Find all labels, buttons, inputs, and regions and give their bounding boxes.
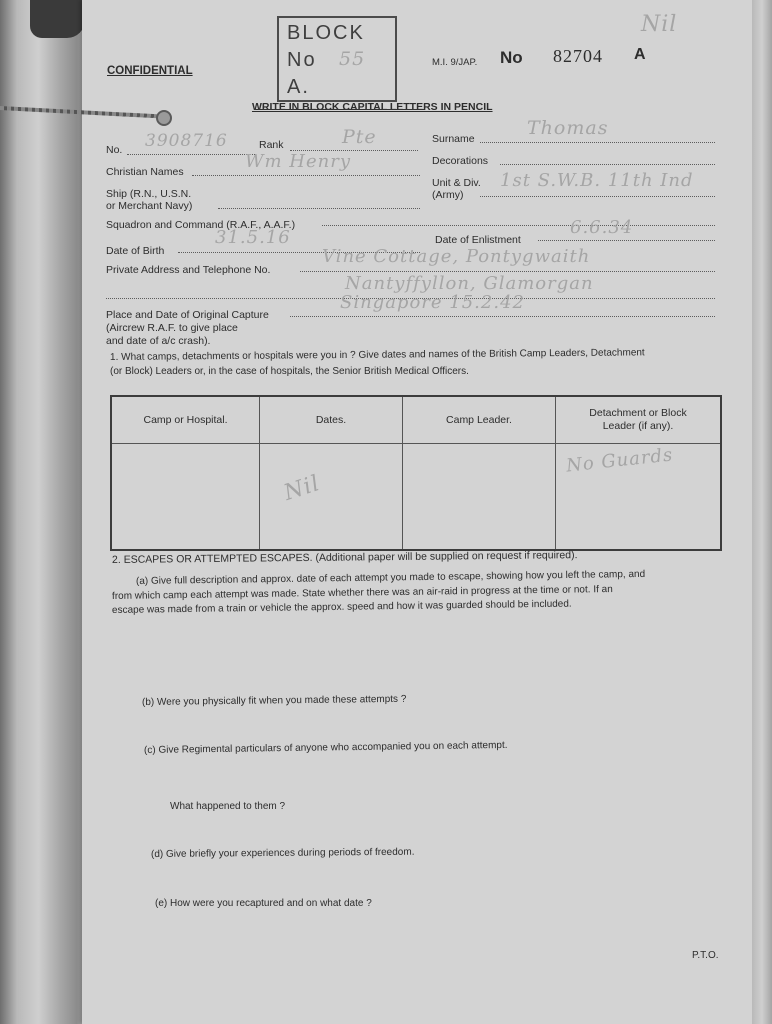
enlistment-line [538,240,715,241]
decorations-label: Decorations [432,155,489,167]
stamp-line2: No [287,49,317,71]
q2d-text: (d) Give briefly your experiences during periods of freedom. [150,846,415,860]
serial-number: 82704 [553,46,603,66]
unit-line [480,196,715,197]
page-edge [752,0,772,1024]
unit-label-2: (Army) [432,189,464,201]
no-line [127,154,255,155]
grommet-icon [156,110,172,126]
cell-camp-leader [403,444,556,551]
no-label: No. [106,144,123,156]
q2a-line1: (a) Give full description and approx. date of each attempt you made to escape, showing how you left the camp, and [135,568,646,587]
address-line-1 [300,271,715,272]
serial-suffix: A [634,46,646,63]
enlistment-label: Date of Enlistment [435,234,521,246]
cell-camp [111,444,260,551]
capture-label-1: Place and Date of Original Capture [106,309,269,321]
strike-line [254,109,424,110]
capture-label-2: (Aircrew R.A.F. to give place [106,322,238,334]
rank-value: Pte [342,126,377,148]
surname-line [480,142,715,143]
address-label: Private Address and Telephone No. [106,264,271,276]
dob-label: Date of Birth [106,245,165,257]
reference-code: M.I. 9/JAP. [432,57,478,68]
stamp-line1: BLOCK [287,22,365,44]
q2-heading: 2. ESCAPES OR ATTEMPTED ESCAPES. (Additional paper will be supplied on request if required). [111,549,578,566]
squadron-line [322,225,715,226]
stamp-line3: A. [287,76,310,98]
address-value-2: Nantyffyllon, Glamorgan [345,273,594,294]
form-instruction: WRITE IN BLOCK CAPITAL LETTERS IN PENCIL [252,101,493,113]
number-symbol: No [500,48,523,67]
cell-dates [260,444,403,551]
no-value: 3908716 [145,131,228,151]
col-camp-hospital: Camp or Hospital. [111,396,260,444]
address-value-1: Vine Cottage, Pontygwaith [322,246,591,267]
rank-label: Rank [259,139,284,151]
christian-names-value: Wm Henry [245,151,352,172]
q1-text-line1: 1. What camps, detachments or hospitals were you in ? Give dates and names of the British Camp Leaders, Detachment [109,347,645,363]
enlistment-value: 6.6.34 [570,217,634,238]
col-camp-leader: Camp Leader. [403,396,556,444]
christian-names-label: Christian Names [106,166,184,178]
binder-clip [30,0,85,38]
q2a-line2: from which camp each attempt was made. State whether there was an air-raid in progress at the time or not. If an [111,584,613,602]
corner-handwritten-note: Nil [641,12,678,37]
ship-line [218,208,420,209]
pto-label: P.T.O. [692,950,719,961]
camps-table [110,395,722,551]
decorations-line [500,164,715,165]
q2c-sub-text: What happened to them ? [170,801,286,812]
q2e-text: (e) How were you recaptured and on what date ? [155,898,372,909]
table-header-row [111,396,721,444]
confidential-label: CONFIDENTIAL [107,65,193,77]
surname-value: Thomas [527,117,609,139]
stamp-handwritten-number: 55 [339,48,366,70]
table-row [111,444,721,551]
squadron-label: Squadron and Command (R.A.F., A.A.F.) [106,219,296,231]
detachment-value: No Guards [565,444,675,477]
q2c-text: (c) Give Regimental particulars of anyone who accompanied you on each attempt. [143,739,508,756]
q2b-text: (b) Were you physically fit when you made these attempts ? [141,693,407,708]
capture-label-3: and date of a/c crash). [106,335,211,347]
unit-label-1: Unit & Div. [432,177,481,189]
binder-spine [0,0,85,1024]
dates-value: Nil [281,470,324,507]
q2a-line3: escape was made from a train or vehicle the approx. speed and how it was guarded should be included. [111,598,572,616]
surname-label: Surname [432,133,475,145]
cell-detachment [556,444,722,551]
q1-text-line2: (or Block) Leaders or, in the case of hospitals, the Senior British Medical Officers. [110,366,469,377]
christian-names-line [192,175,420,176]
capture-line [290,316,715,317]
unit-value: 1st S.W.B. 11th Ind [500,170,694,191]
ship-label-2: or Merchant Navy) [106,200,193,212]
block-stamp [277,16,397,102]
col-dates: Dates. [260,396,403,444]
dob-value: 31.5.16 [215,227,291,248]
col-detachment-leader: Detachment or Block Leader (if any). [556,396,722,444]
ship-label-1: Ship (R.N., U.S.N. [106,188,192,200]
capture-value: Singapore 15.2.42 [340,292,525,313]
